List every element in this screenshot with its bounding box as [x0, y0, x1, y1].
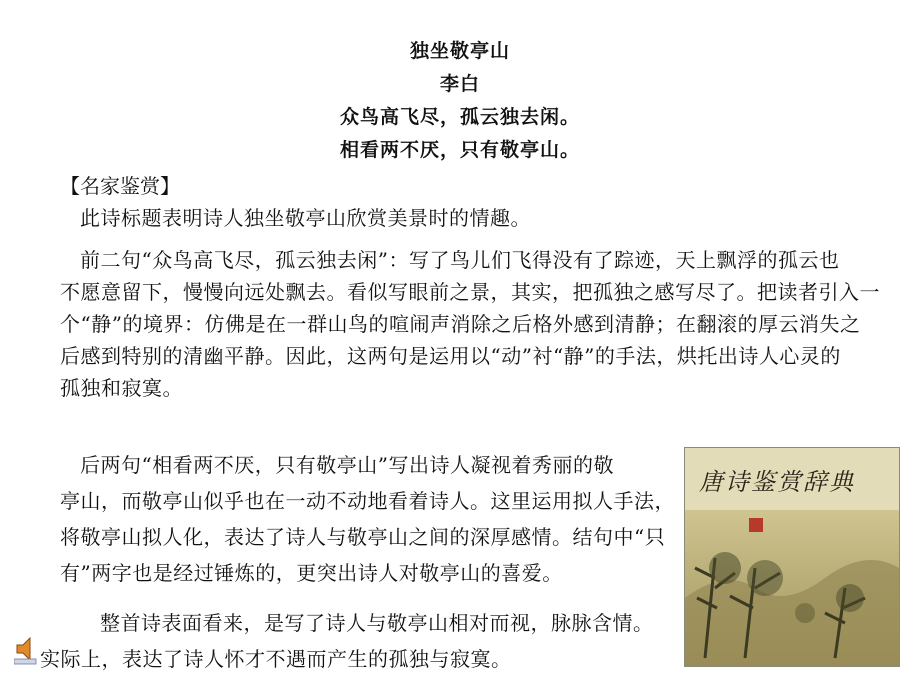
paragraph-3-line: 有”两字也是经过锤炼的，更突出诗人对敬亭山的喜爱。: [60, 561, 563, 585]
paragraph-2-line: 后感到特别的清幽平静。因此，这两句是运用以“动”衬“静”的手法，烘托出诗人心灵的: [60, 344, 841, 368]
paragraph-3-line: 将敬亭山拟人化，表达了诗人与敬亭山之间的深厚感情。结句中“只: [60, 525, 666, 549]
poem-line-2: 相看两不厌，只有敬亭山。: [339, 139, 580, 161]
speaker-icon[interactable]: [14, 633, 38, 665]
appreciation-label: 【名家鉴赏】: [60, 174, 180, 198]
paragraph-2-line: 孤独和寂寞。: [60, 376, 183, 400]
book-cover-image: [684, 447, 900, 667]
paragraph-3-line: 后两句“相看两不厌，只有敬亭山”写出诗人凝视着秀丽的敬: [80, 453, 614, 477]
paragraph-1: 此诗标题表明诗人独坐敬亭山欣赏美景时的情趣。: [80, 206, 531, 230]
paragraph-3-line: 亭山，而敬亭山似乎也在一动不动地看着诗人。这里运用拟人手法，: [60, 489, 675, 513]
book-cover-title: 唐诗鉴赏辞典: [699, 468, 855, 496]
paragraph-2-line: 个“静”的境界：仿佛是在一群山鸟的喧闹声消除之后格外感到清静；在翻滚的厚云消失之: [60, 312, 861, 336]
paragraph-2-line: 前二句“众鸟高飞尽，孤云独去闲”：写了鸟儿们飞得没有了踪迹，天上飘浮的孤云也: [80, 248, 840, 272]
seal-stamp: [749, 518, 763, 532]
poem-line-1: 众鸟高飞尽，孤云独去闲。: [339, 106, 580, 128]
paragraph-4-line: 实际上，表达了诗人怀才不遇而产生的孤独与寂寞。: [40, 647, 512, 671]
paragraph-4-line: 整首诗表面看来，是写了诗人与敬亭山相对而视，脉脉含情。: [100, 611, 654, 635]
paragraph-2-line: 不愿意留下，慢慢向远处飘去。看似写眼前之景，其实，把孤独之感写尽了。把读者引入一: [60, 280, 880, 304]
poem-title: 独坐敬亭山: [409, 40, 510, 62]
poem-author: 李白: [439, 73, 480, 95]
